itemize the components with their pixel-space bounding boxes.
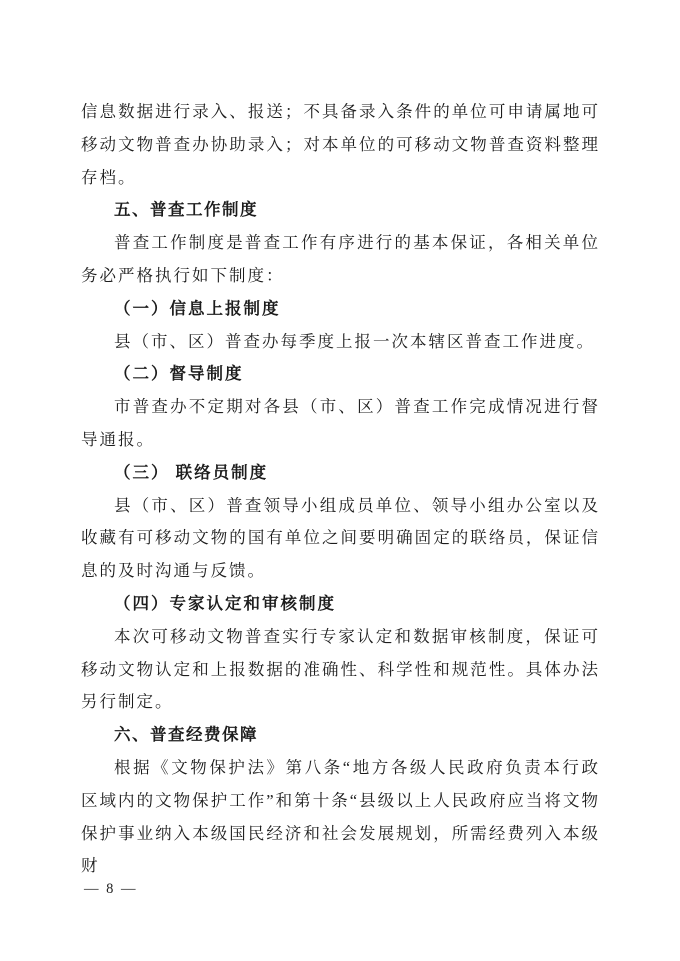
chapter-heading: 六、普查经费保障 bbox=[114, 726, 258, 745]
body-paragraph: 根据《文物保护法》第八条“地方各级人民政府负责本行政区域内的文物保护工作”和第十条“县级以上人民政府应当将文物保护事业纳入本级国民经济和社会发展规划，所需经费列入本级财 bbox=[81, 757, 600, 876]
body-paragraph: 本次可移动文物普查实行专家认定和数据审核制度，保证可移动文物认定和上报数据的准确性、科学性和规范性。具体办法另行制定。 bbox=[81, 626, 600, 712]
body-paragraph: 县（市、区）普查办每季度上报一次本辖区普查工作进度。 bbox=[114, 331, 595, 351]
body-paragraph: 信息数据进行录入、报送；不具备录入条件的单位可申请属地可移动文物普查办协助录入；对本单位的可移动文物普查资料整理存档。 bbox=[81, 102, 600, 187]
sub-heading: （四）专家认定和审核制度 bbox=[114, 593, 336, 613]
chapter-heading: 五、普查工作制度 bbox=[114, 201, 258, 220]
body-paragraph: 市普查办不定期对各县（市、区）普查工作完成情况进行督导通报。 bbox=[81, 397, 600, 449]
body-paragraph: 县（市、区）普查领导小组成员单位、领导小组办公室以及收藏有可移动文物的国有单位之间要明确固定的联络员，保证信息的及时沟通与反馈。 bbox=[81, 495, 600, 581]
sub-heading: （一）信息上报制度 bbox=[114, 298, 281, 318]
sub-heading: （三） 联络员制度 bbox=[114, 462, 269, 482]
body-paragraph: 普查工作制度是普查工作有序进行的基本保证，各相关单位务必严格执行如下制度： bbox=[81, 233, 600, 285]
sub-heading: （二）督导制度 bbox=[114, 364, 244, 384]
page-number: — 8 — bbox=[84, 881, 138, 897]
document-body bbox=[81, 96, 600, 883]
